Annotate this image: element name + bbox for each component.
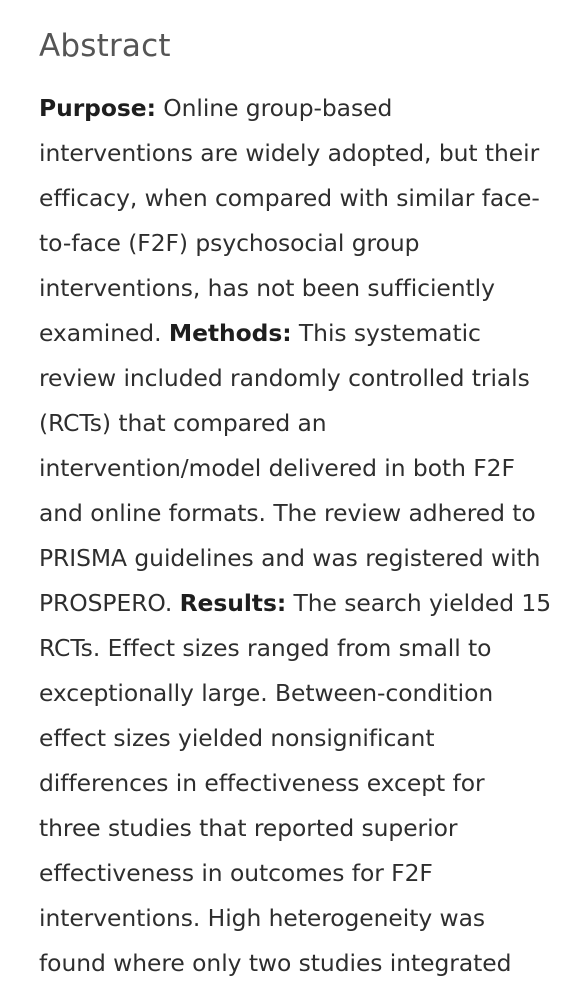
abstract-line (39, 626, 551, 671)
abstract-line (39, 86, 551, 131)
abstract-text: PRISMA guidelines and was registered with (39, 544, 541, 572)
abstract-text: interventions. High heterogeneity was (39, 904, 486, 932)
abstract-text: PROSPERO. (39, 589, 180, 617)
abstract-line (39, 671, 551, 716)
abstract-line (39, 311, 551, 356)
abstract-line (39, 716, 551, 761)
abstract-line (39, 356, 551, 401)
abstract-line (39, 941, 551, 986)
abstract-text: three studies that reported superior (39, 814, 458, 842)
abstract-text: found where only two studies integrated (39, 949, 512, 977)
section-label: Methods: (168, 319, 292, 347)
abstract-line (39, 131, 551, 176)
abstract-text: This systematic (291, 319, 481, 347)
abstract-text: intervention/model delivered in both F2F (39, 454, 515, 482)
section-label: Purpose: (39, 94, 156, 122)
abstract-heading: Abstract (39, 28, 171, 64)
abstract-text: interventions are widely adopted, but their (39, 139, 540, 167)
abstract-text: review included randomly controlled trials (39, 364, 530, 392)
abstract-text: examined. (39, 319, 169, 347)
abstract-line (39, 806, 551, 851)
abstract-text: and online formats. The review adhered to (39, 499, 536, 527)
abstract-text: differences in effectiveness except for (39, 769, 485, 797)
abstract-text: interventions, has not been sufficiently (39, 274, 495, 302)
abstract-line (39, 491, 551, 536)
abstract-line (39, 536, 551, 581)
abstract-text: effectiveness in outcomes for F2F (39, 859, 433, 887)
abstract-line (39, 581, 551, 626)
abstract-text: effect sizes yielded nonsignificant (39, 724, 435, 752)
abstract-text: Online group-based (155, 94, 393, 122)
abstract-line (39, 221, 551, 266)
abstract-line (39, 896, 551, 941)
abstract-line (39, 851, 551, 896)
abstract-text: (RCTs) that compared an (39, 409, 327, 437)
abstract-text: The search yielded 15 (286, 589, 552, 617)
abstract-line (39, 761, 551, 806)
abstract-text: efficacy, when compared with similar face- (39, 184, 540, 212)
abstract-line (39, 266, 551, 311)
abstract-text: exceptionally large. Between-condition (39, 679, 494, 707)
section-label: Results: (179, 589, 287, 617)
abstract-body (39, 86, 551, 986)
abstract-text: RCTs. Effect sizes ranged from small to (39, 634, 492, 662)
abstract-line (39, 401, 551, 446)
abstract-line (39, 176, 551, 221)
abstract-line (39, 446, 551, 491)
abstract-text: to-face (F2F) psychosocial group (39, 229, 420, 257)
